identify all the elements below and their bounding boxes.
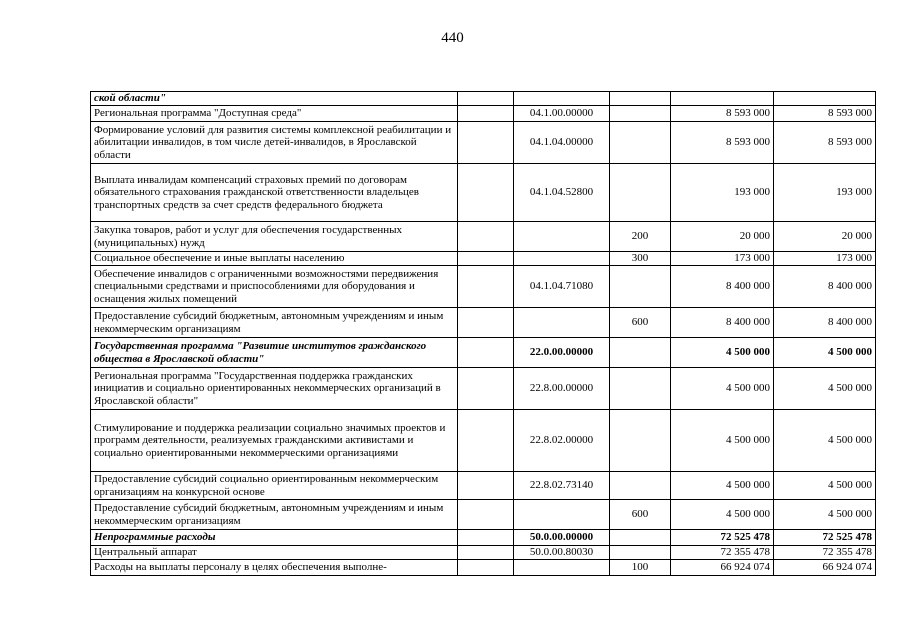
- budget-table-body: [91, 92, 876, 576]
- row-amount2-cell: 72 525 478: [774, 530, 876, 546]
- row-blank-cell: [458, 338, 514, 368]
- row-type-cell: [610, 164, 671, 222]
- row-amount2-cell: 66 924 074: [774, 560, 876, 576]
- row-amount2-cell: 4 500 000: [774, 500, 876, 530]
- row-type-cell: [610, 472, 671, 500]
- row-amount1-cell: 4 500 000: [671, 410, 774, 472]
- row-name-cell: Предоставление субсидий бюджетным, автономным учреждениям и иным некоммерческим организациям: [91, 308, 458, 338]
- table-row: [91, 338, 876, 368]
- row-type-cell: [610, 106, 671, 122]
- row-blank-cell: [458, 106, 514, 122]
- row-name-cell: Центральный аппарат: [91, 546, 458, 560]
- row-amount1-cell: [671, 92, 774, 106]
- row-type-cell: [610, 530, 671, 546]
- row-name-cell: Расходы на выплаты персоналу в целях обеспечения выполне-: [91, 560, 458, 576]
- row-amount1-cell: 8 593 000: [671, 122, 774, 164]
- row-amount2-cell: 4 500 000: [774, 410, 876, 472]
- row-name-cell: Обеспечение инвалидов с ограниченными возможностями передвижения специальными средствами и приспособлениями для оборудования и оснащения жилых помещений: [91, 266, 458, 308]
- row-amount1-cell: 193 000: [671, 164, 774, 222]
- row-type-cell: [610, 266, 671, 308]
- row-amount1-cell: 4 500 000: [671, 338, 774, 368]
- row-name-cell: Предоставление субсидий бюджетным, автономным учреждениям и иным некоммерческим организациям: [91, 500, 458, 530]
- row-name-cell: ской области": [91, 92, 458, 106]
- row-type-cell: [610, 92, 671, 106]
- table-row: [91, 222, 876, 252]
- row-amount2-cell: 20 000: [774, 222, 876, 252]
- table-row: [91, 164, 876, 222]
- row-type-cell: 200: [610, 222, 671, 252]
- row-amount1-cell: 4 500 000: [671, 500, 774, 530]
- row-code-cell: 50.0.00.00000: [514, 530, 610, 546]
- row-amount1-cell: 72 525 478: [671, 530, 774, 546]
- row-code-cell: [514, 560, 610, 576]
- row-name-cell: Государственная программа "Развитие институтов гражданского общества в Ярославской области": [91, 338, 458, 368]
- row-name-cell: Предоставление субсидий социально ориентированным некоммерческим организациям на конкурсной основе: [91, 472, 458, 500]
- row-blank-cell: [458, 266, 514, 308]
- row-code-cell: [514, 92, 610, 106]
- row-amount1-cell: 4 500 000: [671, 368, 774, 410]
- table-row: [91, 500, 876, 530]
- row-amount2-cell: [774, 92, 876, 106]
- row-code-cell: [514, 222, 610, 252]
- row-type-cell: 600: [610, 500, 671, 530]
- row-name-cell: Формирование условий для развития системы комплексной реабилитации и абилитации инвалидов, в том числе детей-инвалидов, в Ярославской области: [91, 122, 458, 164]
- row-blank-cell: [458, 368, 514, 410]
- row-code-cell: [514, 252, 610, 266]
- row-name-cell: Непрограммные расходы: [91, 530, 458, 546]
- table-row: [91, 560, 876, 576]
- row-blank-cell: [458, 164, 514, 222]
- row-amount1-cell: 173 000: [671, 252, 774, 266]
- row-blank-cell: [458, 222, 514, 252]
- row-amount2-cell: 4 500 000: [774, 472, 876, 500]
- row-code-cell: 22.0.00.00000: [514, 338, 610, 368]
- row-code-cell: 04.1.04.52800: [514, 164, 610, 222]
- row-blank-cell: [458, 308, 514, 338]
- row-type-cell: [610, 546, 671, 560]
- row-blank-cell: [458, 252, 514, 266]
- row-amount1-cell: 8 400 000: [671, 308, 774, 338]
- row-name-cell: Выплата инвалидам компенсаций страховых премий по договорам обязательного страхования гражданской ответственности владельцев транспортных средств за счет средств федерального бюджета: [91, 164, 458, 222]
- row-amount2-cell: 72 355 478: [774, 546, 876, 560]
- row-type-cell: [610, 122, 671, 164]
- row-amount2-cell: 8 593 000: [774, 122, 876, 164]
- row-blank-cell: [458, 472, 514, 500]
- table-row: [91, 122, 876, 164]
- table-row: [91, 472, 876, 500]
- row-name-cell: Стимулирование и поддержка реализации социально значимых проектов и программ деятельности, реализуемых гражданскими активистами и социально ориентированными некоммерческими организациями: [91, 410, 458, 472]
- row-blank-cell: [458, 530, 514, 546]
- row-code-cell: 22.8.02.00000: [514, 410, 610, 472]
- row-blank-cell: [458, 500, 514, 530]
- row-type-cell: 300: [610, 252, 671, 266]
- row-amount1-cell: 66 924 074: [671, 560, 774, 576]
- row-amount2-cell: 8 400 000: [774, 266, 876, 308]
- row-name-cell: Региональная программа "Государственная поддержка гражданских инициатив и социально ориентированных некоммерческих организаций в Ярославской области": [91, 368, 458, 410]
- row-type-cell: 100: [610, 560, 671, 576]
- table-row: [91, 92, 876, 106]
- row-blank-cell: [458, 546, 514, 560]
- table-row: [91, 368, 876, 410]
- page-number: 440: [441, 30, 464, 46]
- row-code-cell: 22.8.02.73140: [514, 472, 610, 500]
- row-code-cell: [514, 308, 610, 338]
- row-blank-cell: [458, 92, 514, 106]
- row-amount2-cell: 8 593 000: [774, 106, 876, 122]
- row-amount2-cell: 4 500 000: [774, 338, 876, 368]
- row-amount1-cell: 72 355 478: [671, 546, 774, 560]
- row-blank-cell: [458, 122, 514, 164]
- row-amount2-cell: 4 500 000: [774, 368, 876, 410]
- row-amount2-cell: 8 400 000: [774, 308, 876, 338]
- row-code-cell: 04.1.04.00000: [514, 122, 610, 164]
- row-name-cell: Закупка товаров, работ и услуг для обеспечения государственных (муниципальных) нужд: [91, 222, 458, 252]
- row-code-cell: 22.8.00.00000: [514, 368, 610, 410]
- table-row: [91, 252, 876, 266]
- row-type-cell: [610, 338, 671, 368]
- table-row: [91, 106, 876, 122]
- row-blank-cell: [458, 560, 514, 576]
- row-code-cell: 04.1.00.00000: [514, 106, 610, 122]
- row-type-cell: [610, 410, 671, 472]
- row-amount2-cell: 173 000: [774, 252, 876, 266]
- table-row: [91, 266, 876, 308]
- row-amount1-cell: 20 000: [671, 222, 774, 252]
- row-name-cell: Региональная программа "Доступная среда": [91, 106, 458, 122]
- row-code-cell: 50.0.00.80030: [514, 546, 610, 560]
- row-code-cell: [514, 500, 610, 530]
- row-blank-cell: [458, 410, 514, 472]
- row-name-cell: Социальное обеспечение и иные выплаты населению: [91, 252, 458, 266]
- row-amount1-cell: 4 500 000: [671, 472, 774, 500]
- table-row: [91, 530, 876, 546]
- row-amount1-cell: 8 400 000: [671, 266, 774, 308]
- row-amount2-cell: 193 000: [774, 164, 876, 222]
- table-row: [91, 546, 876, 560]
- row-amount1-cell: 8 593 000: [671, 106, 774, 122]
- table-row: [91, 410, 876, 472]
- row-code-cell: 04.1.04.71080: [514, 266, 610, 308]
- row-type-cell: 600: [610, 308, 671, 338]
- budget-table: [90, 91, 876, 576]
- row-type-cell: [610, 368, 671, 410]
- table-row: [91, 308, 876, 338]
